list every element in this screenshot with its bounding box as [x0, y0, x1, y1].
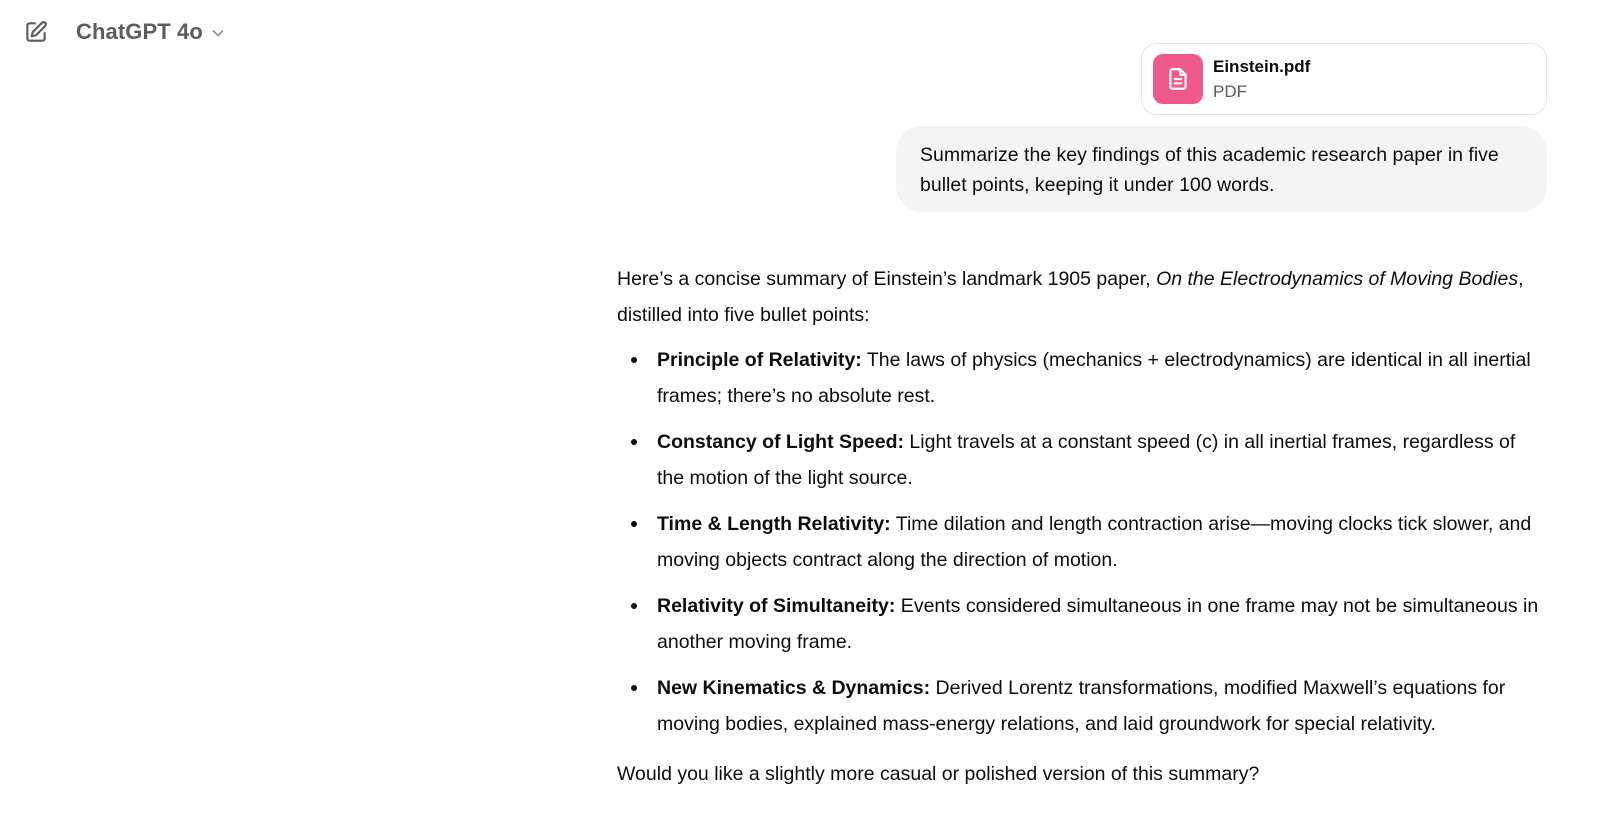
intro-text-end: , distilled into five bullet points: — [617, 268, 1524, 326]
bullet-text: Light travels at a constant speed (c) in all inertial frames, regardless of the motion of the light source. — [657, 431, 1516, 489]
chevron-down-icon — [211, 26, 225, 40]
list-item — [617, 342, 1547, 414]
bullet-text: Time dilation and length contraction arise—moving clocks tick slower, and moving objects contract along the direction of motion. — [657, 513, 1532, 571]
bullet-heading: New Kinematics & Dynamics: — [657, 677, 931, 699]
assistant-message — [617, 261, 1547, 792]
model-name: ChatGPT 4o — [76, 19, 203, 44]
bullet-heading: Constancy of Light Speed: — [657, 431, 905, 453]
bullet-text: Events considered simultaneous in one frame may not be simultaneous in another moving frame. — [657, 595, 1539, 653]
summary-bullet-list — [617, 342, 1547, 742]
paper-title: On the Electrodynamics of Moving Bodies — [1156, 268, 1519, 290]
file-attachment[interactable] — [1141, 43, 1547, 115]
list-item — [617, 506, 1547, 578]
intro-text: Here’s a concise summary of Einstein’s landmark 1905 paper, — [617, 268, 1157, 290]
assistant-closing: Would you like a slightly more casual or polished version of this summary? — [617, 763, 1260, 785]
file-type: PDF — [1213, 81, 1247, 101]
file-meta — [1213, 57, 1310, 102]
user-message-bubble — [896, 126, 1547, 212]
new-chat-button[interactable] — [20, 17, 52, 47]
bullet-heading: Time & Length Relativity: — [657, 513, 891, 535]
bullet-text: Derived Lorentz transformations, modified Maxwell’s equations for moving bodies, explained mass-energy relations, and laid groundwork for special relativity. — [657, 677, 1506, 735]
edit-icon — [23, 19, 49, 45]
bullet-heading: Relativity of Simultaneity: — [657, 595, 896, 617]
bullet-text: The laws of physics (mechanics + electrodynamics) are identical in all inertial frames; there’s no absolute rest. — [657, 349, 1531, 407]
user-message-text: Summarize the key findings of this academic research paper in five bullet points, keeping it under 100 words. — [920, 144, 1499, 196]
list-item — [617, 588, 1547, 660]
list-item — [617, 424, 1547, 496]
file-name: Einstein.pdf — [1213, 56, 1311, 76]
list-item — [617, 670, 1547, 742]
bullet-heading: Principle of Relativity: — [657, 349, 862, 371]
file-icon-tile — [1153, 54, 1203, 104]
model-switcher[interactable] — [76, 16, 225, 48]
document-icon — [1165, 66, 1191, 92]
assistant-intro — [617, 261, 1547, 333]
